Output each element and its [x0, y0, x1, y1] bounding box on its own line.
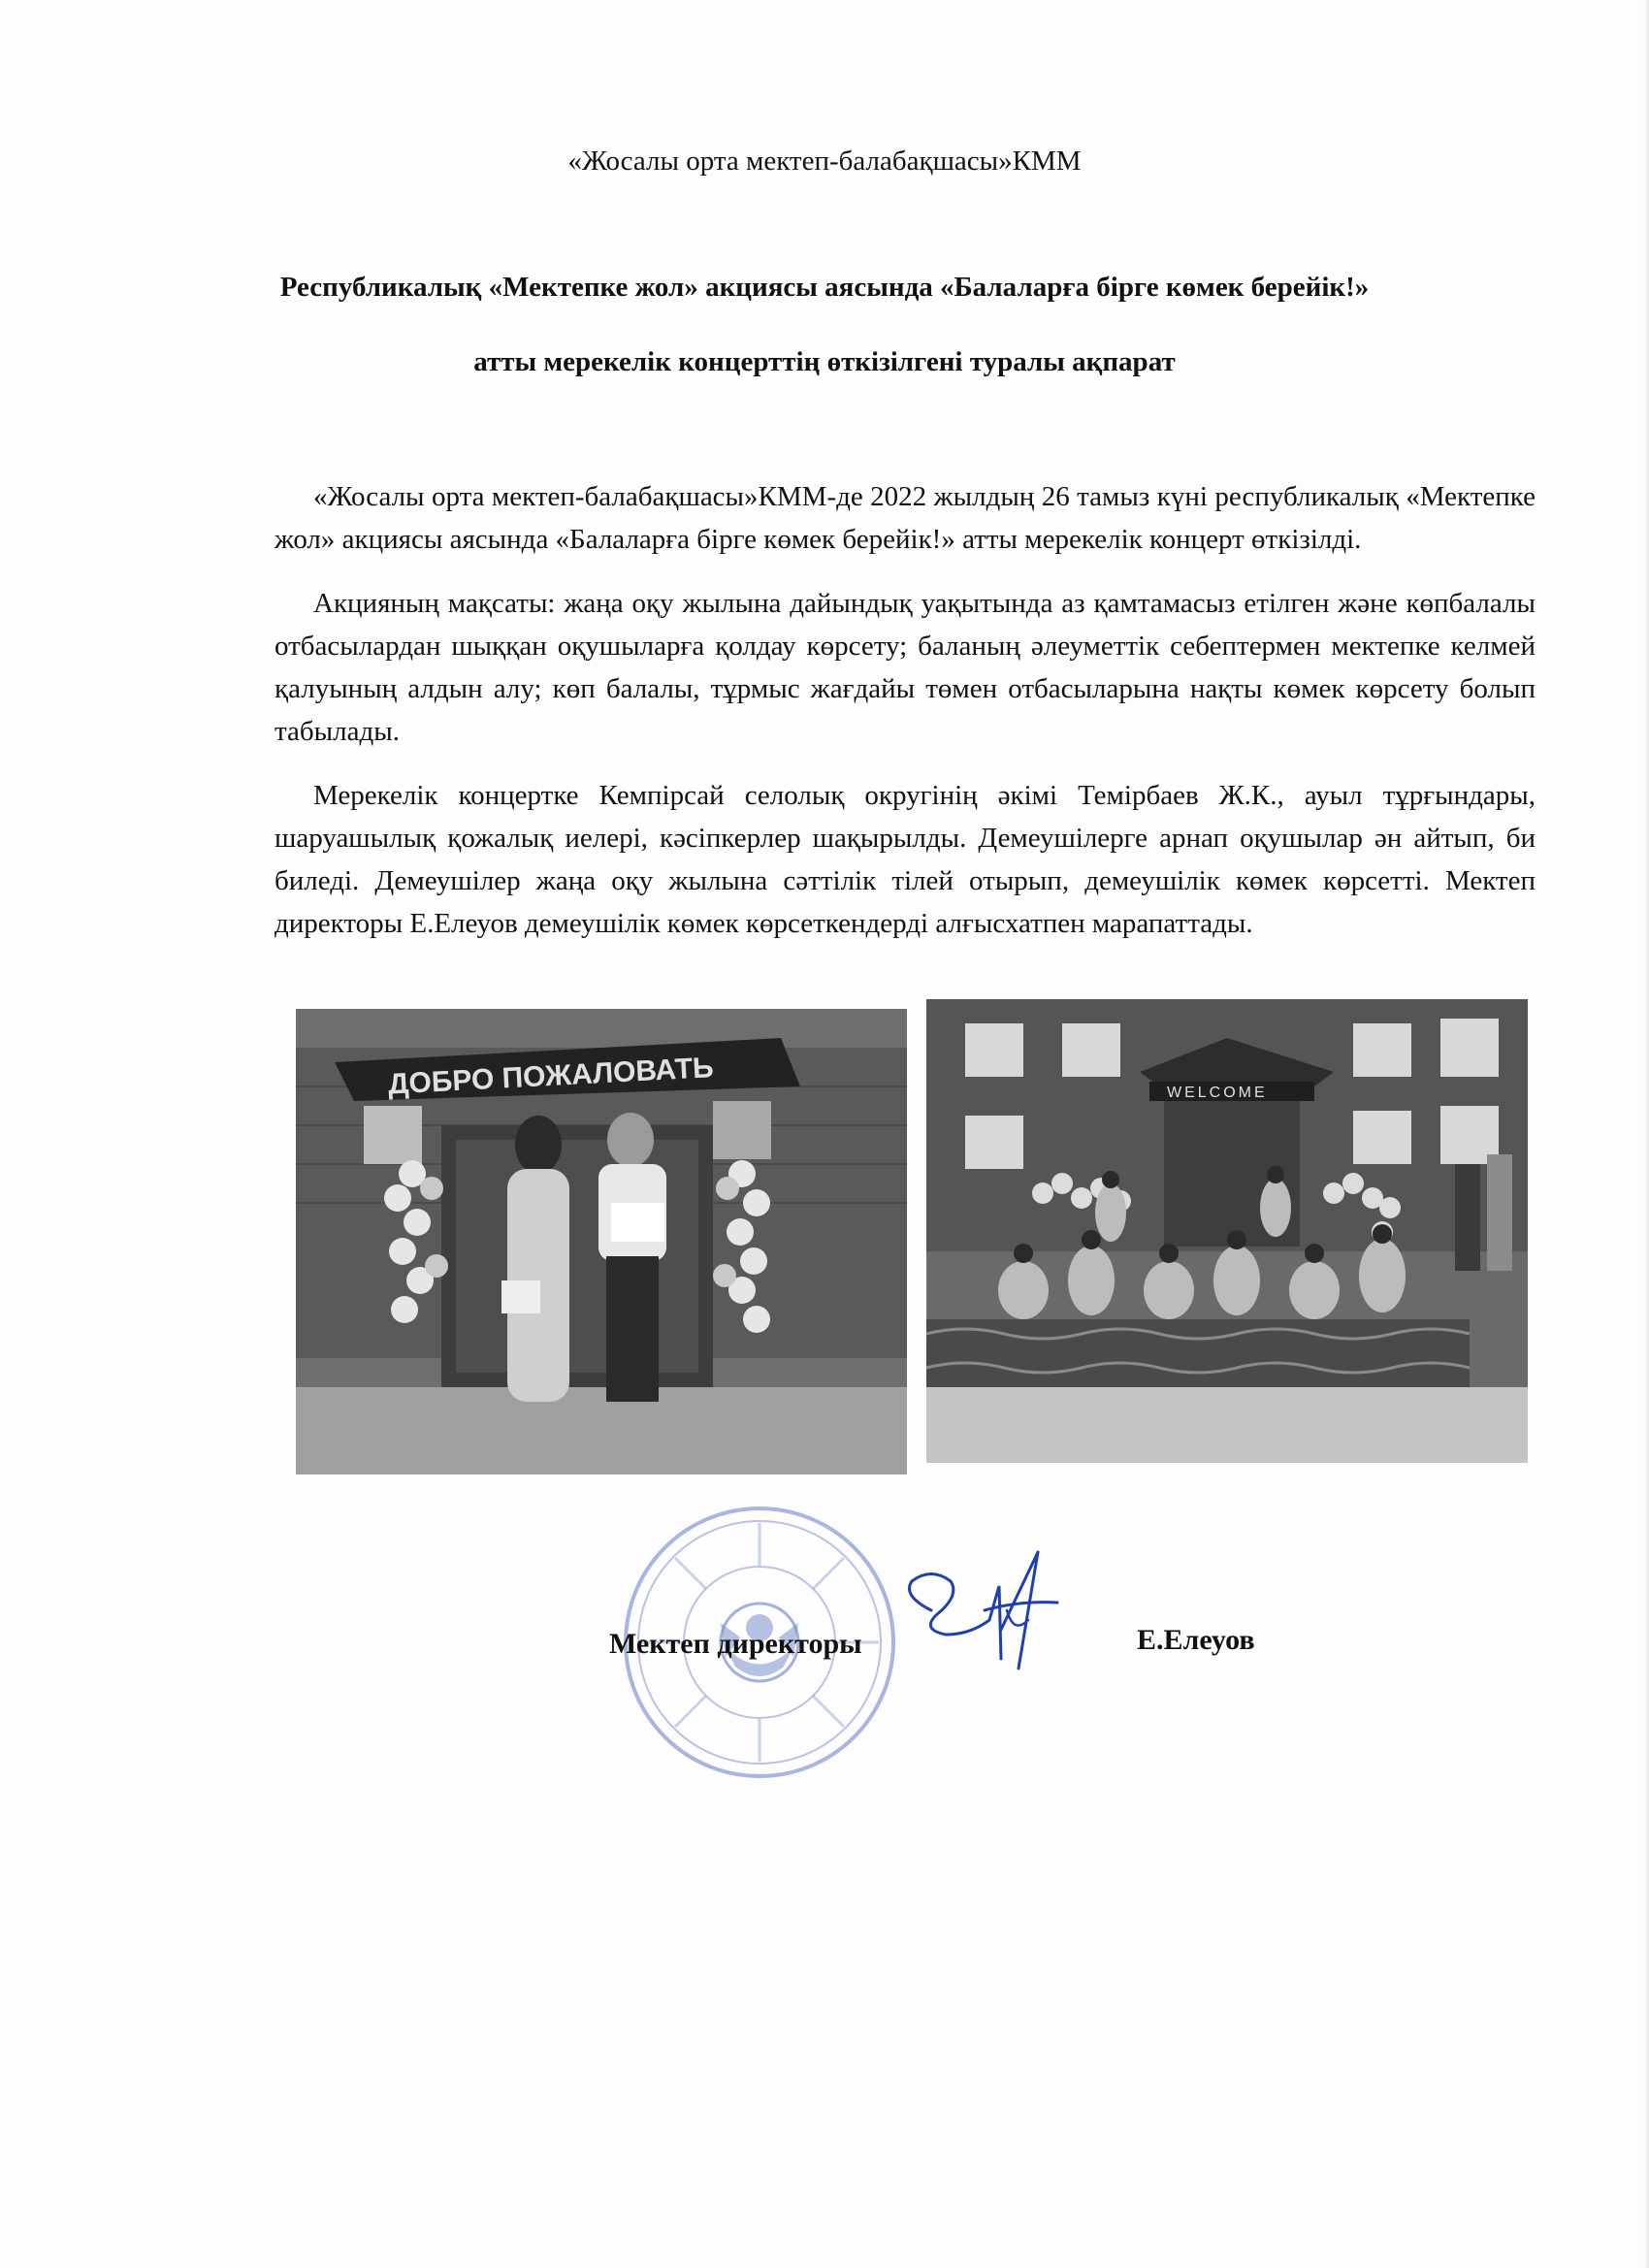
signature-block — [0, 1610, 1649, 1727]
body-text — [275, 475, 1536, 966]
welcome-sign-text: WELCOME — [1167, 1085, 1268, 1101]
photo-row — [0, 999, 1649, 1484]
welcome-banner-text: ДОБРО ПОЖАЛОВАТЬ — [387, 1052, 715, 1101]
paragraph-1: «Жосалы орта мектеп-балабақшасы»КММ-де 2022 жылдың 26 тамыз күні республикалық «Мектепке жол» акциясы аясында «Балаларға бірге көмек берейік!» атты мерекелік концерт өткізілді. — [275, 481, 1536, 555]
director-title: Мектеп директоры — [609, 1628, 862, 1660]
director-name: Е.Елеуов — [1137, 1624, 1255, 1656]
photo-dance-performance — [926, 999, 1528, 1463]
document-title-line-2: атты мерекелік концерттің өткізілгені туралы ақпарат — [473, 346, 1176, 377]
paragraph-3: Мерекелік концертке Кемпірсай селолық округінің әкімі Темірбаев Ж.К., ауыл тұрғындары, шаруашылық қожалық иелері, кәсіпкерлер шақырылды. Демеушілерге арнап оқушылар ән айтып, би биледі. Демеушілер жаңа оқу жылына сәттілік тілей отырып, демеушілік көмек көрсетті. Мектеп директоры Е.Елеуов демеушілік көмек көрсеткендерді алғысхатпен марапаттады. — [275, 780, 1536, 939]
organization-header: «Жосалы орта мектеп-балабақшасы»КММ — [567, 146, 1082, 177]
paragraph-2: Акцияның мақсаты: жаңа оқу жылына дайындық уақытында аз қамтамасыз етілген және көпбалалы отбасылардан шыққан оқушыларға қолдау көрсету; баланың әлеуметтік себептермен мектепке келмей қалуының алдын алу; көп балалы, тұрмыс жағдайы төмен отбасыларына нақты көмек көрсету болып табылады. — [275, 588, 1536, 747]
handwritten-signature — [892, 1542, 1086, 1698]
document-title-line-1: Республикалық «Мектепке жол» акциясы аясында «Балаларға бірге көмек берейік!» — [279, 272, 1370, 303]
photo-award-ceremony — [296, 1009, 907, 1474]
